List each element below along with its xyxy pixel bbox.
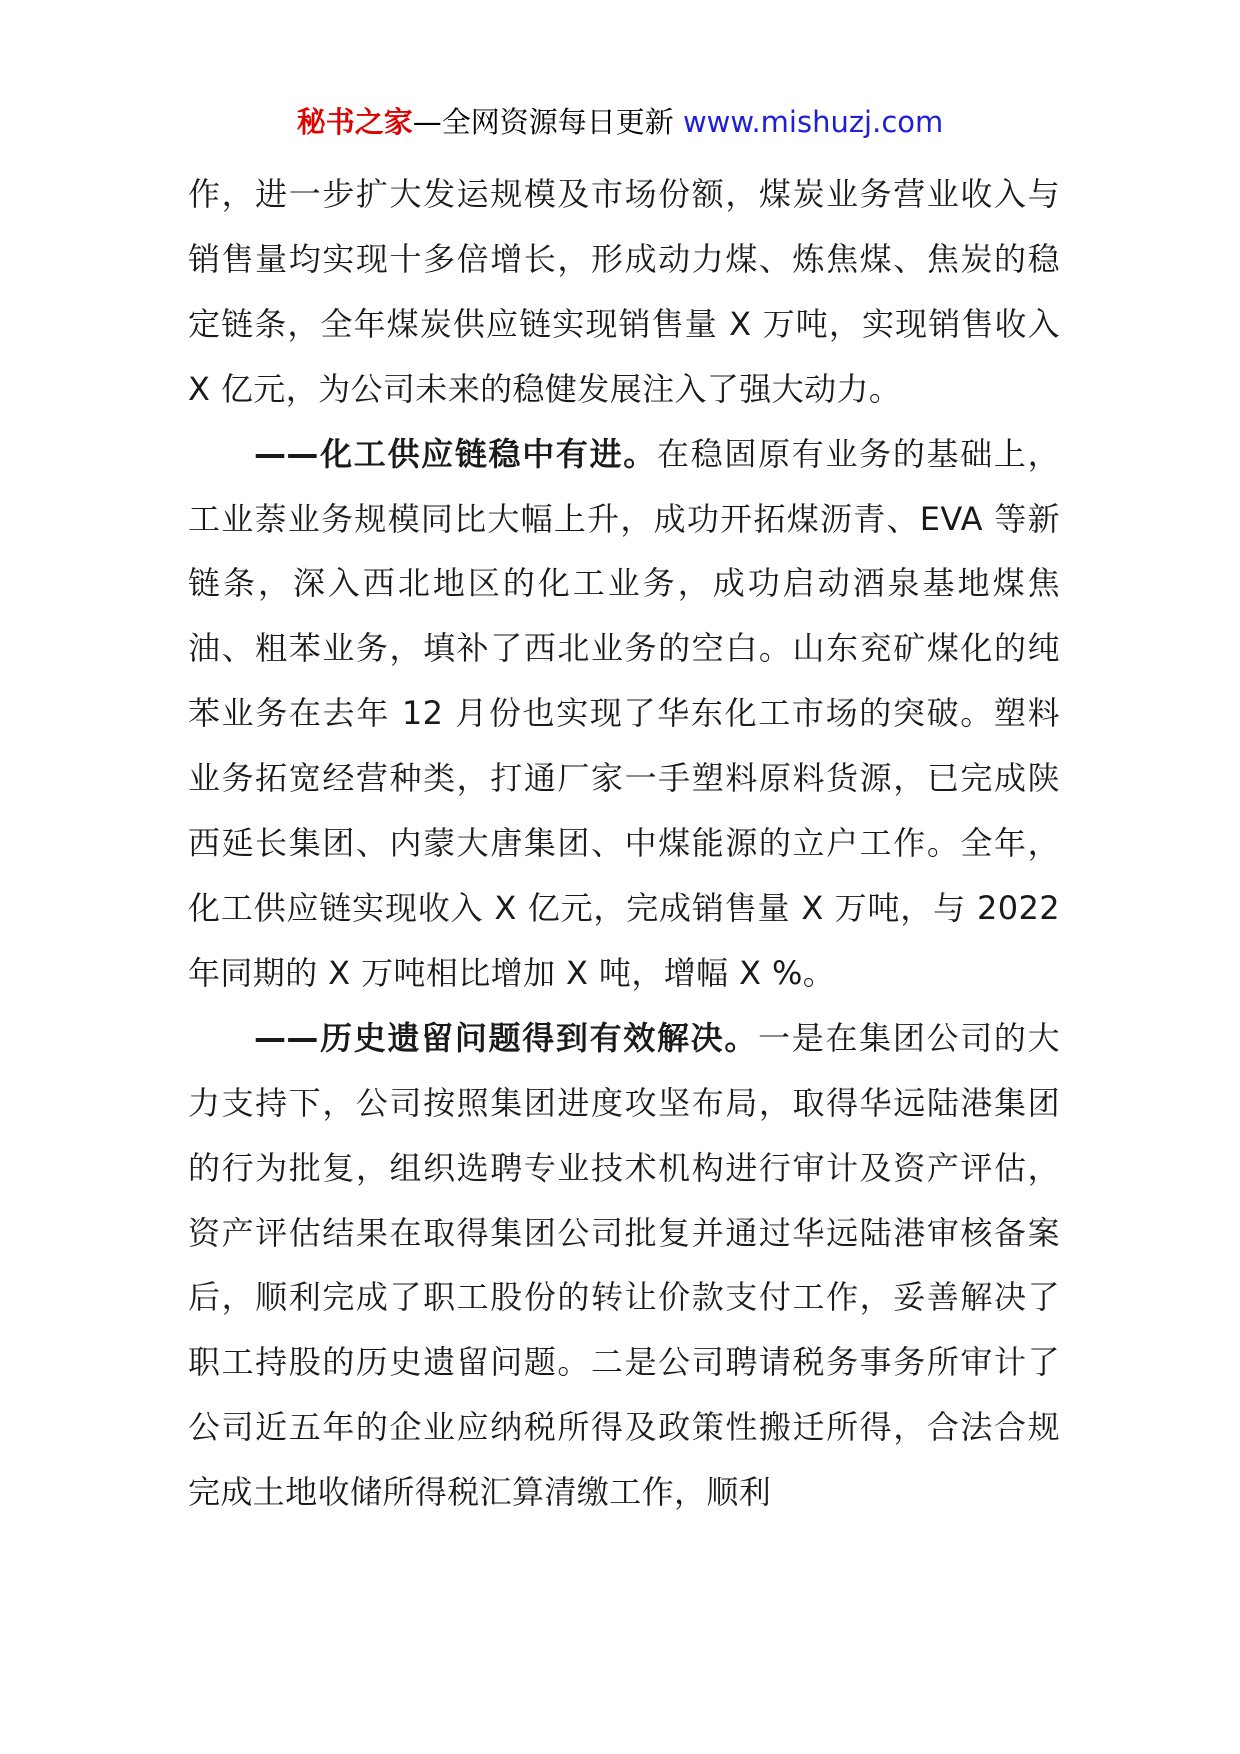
header-url[interactable]: www.mishuzj.com (682, 105, 944, 139)
page-header (0, 100, 1240, 144)
brand-name: 秘书之家 (296, 105, 413, 139)
paragraph-lead-heading: ——化工供应链稳中有进。 (254, 434, 657, 473)
paragraph-lead-heading: ——历史遗留问题得到有效解决。 (254, 1018, 759, 1057)
document-body (188, 162, 1060, 1525)
paragraph-legacy-issues (188, 1006, 1060, 1525)
paragraph-text: 在稳固原有业务的基础上，工业萘业务规模同比大幅上升，成功开拓煤沥青、EVA 等新链条，深入西北地区的化工业务，成功启动酒泉基地煤焦油、粗苯业务，填补了西北业务的空白。山东兖矿煤化的纯苯业务在去年 12 月份也实现了华东化工市场的突破。塑料业务拓宽经营种类，打通厂家一手塑料原料货源，已完成陕西延长集团、内蒙大唐集团、中煤能源的立户工作。全年，化工供应链实现收入 X 亿元，完成销售量 X 万吨，与 2022 年同期的 X 万吨相比增加 X 吨，增幅 X %。 (188, 434, 1060, 992)
paragraph-coal-continued (188, 162, 1060, 422)
paragraph-text: 作，进一步扩大发运规模及市场份额，煤炭业务营业收入与销售量均实现十多倍增长，形成动力煤、炼焦煤、焦炭的稳定链条，全年煤炭供应链实现销售量 X 万吨，实现销售收入 X 亿元，为公司未来的稳健发展注入了强大动力。 (188, 175, 1060, 408)
paragraph-text: 一是在集团公司的大力支持下，公司按照集团进度攻坚布局，取得华远陆港集团的行为批复，组织选聘专业技术机构进行审计及资产评估，资产评估结果在取得集团公司批复并通过华远陆港审核备案后，顺利完成了职工股份的转让价款支付工作，妥善解决了职工持股的历史遗留问题。二是公司聘请税务事务所审计了公司近五年的企业应纳税所得及政策性搬迁所得，合法合规完成土地收储所得税汇算清缴工作，顺利 (188, 1018, 1060, 1512)
paragraph-chemical-supply-chain (188, 422, 1060, 1006)
header-tagline: —全网资源每日更新 (412, 105, 683, 139)
